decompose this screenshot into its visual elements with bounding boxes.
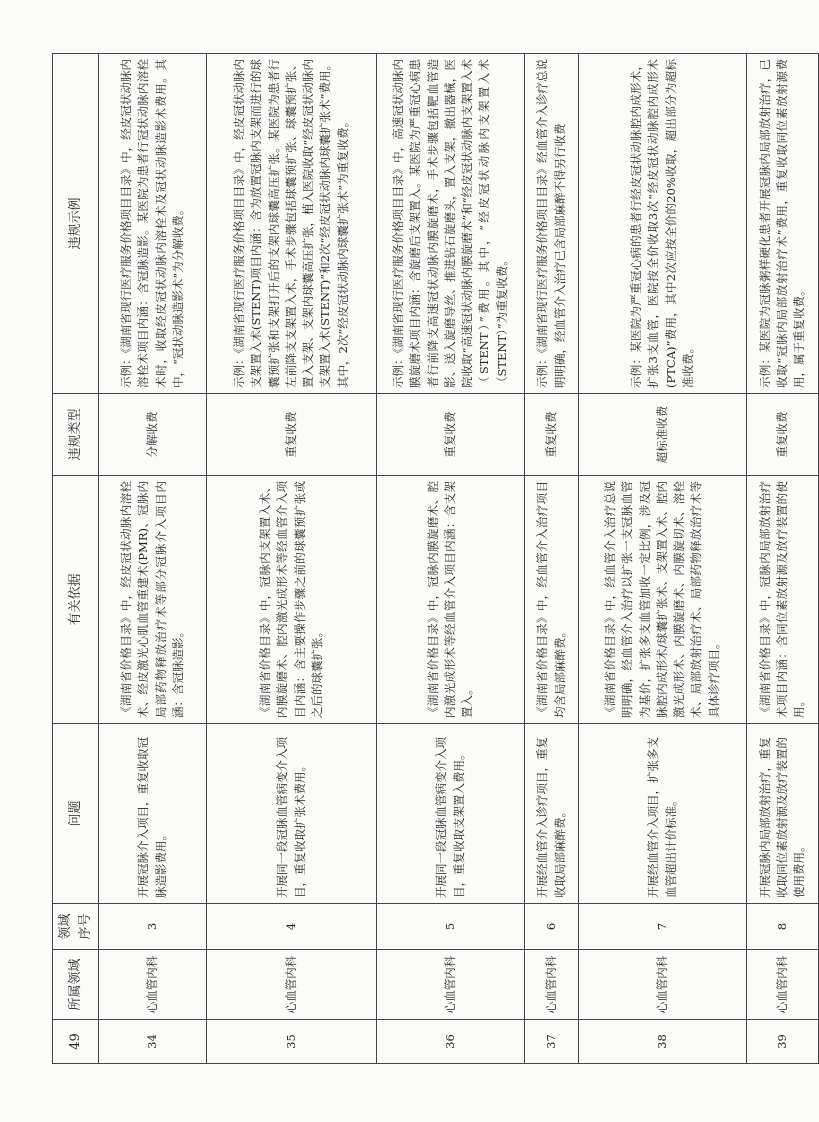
cell-domain: 心血管内科 — [747, 950, 819, 1020]
cell-seq: 5 — [377, 904, 525, 950]
header-type: 违规类型 — [53, 394, 99, 476]
cell-type: 重复收费 — [747, 394, 819, 476]
cell-seq: 7 — [579, 904, 747, 950]
cell-problem: 开展同一段冠脉血管病变介入项目，重复收取支架置入费用。 — [377, 724, 525, 904]
table-row — [207, 54, 377, 1064]
cell-example: 示例：《湖南省现行医疗服务价格项目目录》中，高速冠状动脉内膜旋磨术项目内涵：含旋磨后支架置入。某医院为严重冠心病患者行前降支高速冠状动脉内膜旋磨术，手术步骤包括靶血管造影、送入旋磨导丝、推进钻石旋磨头，置入支架，撤出器械，医院收取“高速冠状动脉内膜旋磨术”和“经皮冠状动脉内支架置入术（STENT）”费用。其中，“经皮冠状动脉内支架置入术（STENT）”为重复收费。 — [377, 54, 525, 394]
cell-domain: 心血管内科 — [525, 950, 579, 1020]
cell-basis: 《湖南省价格目录》中，经皮冠状动脉内溶栓术、经皮激光心肌血管重建术(PMR)、冠脉内局部药物释放治疗术等部分冠脉介入项目内涵：含冠脉造影。 — [99, 476, 207, 724]
table-row — [377, 54, 525, 1064]
cell-type: 超标准收费 — [579, 394, 747, 476]
table-row — [747, 54, 819, 1064]
cell-basis: 《湖南省价格目录》中，经血管介入治疗项目均含局部麻醉费。 — [525, 476, 579, 724]
cell-problem: 开展冠脉介入项目，重复收取冠脉造影费用。 — [99, 724, 207, 904]
cell-basis: 《湖南省价格目录》中，冠脉内局部放射治疗术项目内涵：含同位素放射源及放疗装置的使用。 — [747, 476, 819, 724]
cell-problem: 开展经血管介入诊疗项目，重复收取局部麻醉费。 — [525, 724, 579, 904]
table-row — [525, 54, 579, 1064]
row-number: 39 — [747, 1020, 819, 1064]
cell-seq: 6 — [525, 904, 579, 950]
cell-basis: 《湖南省价格目录》中，经血管介入治疗总说明明确，经血管介入治疗以扩张一支冠脉血管为基价，扩张多支血管加收一定比例，涉及冠脉腔内成形术/球囊扩张术、支架置入术、腔内激光成形术、内膜旋磨术、内膜旋切术、溶栓术、局部放射治疗术、局部药物释放治疗术等具体诊疗项目。 — [579, 476, 747, 724]
cell-domain: 心血管内科 — [377, 950, 525, 1020]
cell-type: 重复收费 — [207, 394, 377, 476]
table-row — [579, 54, 747, 1064]
violations-table — [52, 53, 819, 1064]
cell-type: 分解收费 — [99, 394, 207, 476]
row-number: 38 — [579, 1020, 747, 1064]
cell-problem: 开展同一段冠脉血管病变介入项目，重复收取扩张术费用。 — [207, 724, 377, 904]
page-number: 49 — [53, 1020, 99, 1064]
row-number: 34 — [99, 1020, 207, 1064]
cell-domain: 心血管内科 — [579, 950, 747, 1020]
header-domain: 所属领域 — [53, 950, 99, 1020]
cell-seq: 8 — [747, 904, 819, 950]
cell-example: 示例：《湖南省现行医疗服务价格项目目录》中，经皮冠状动脉内支架置入术(STENT)项目内涵：含为放置冠脉内支架而进行的球囊预扩张和支架打开后的支架内球囊高压扩张。某医院为患者行左前降支支架置入术，手术步骤包括球囊预扩张、球囊预扩张、置入支架、支架内球囊高压扩张，植入医院收取“经皮冠状动脉内支架置入术(STENT)”和2次“经皮冠状动脉内球囊扩张术”费用。其中，2次“经皮冠状动脉内球囊扩张术”为重复收费。 — [207, 54, 377, 394]
cell-seq: 4 — [207, 904, 377, 950]
row-number: 35 — [207, 1020, 377, 1064]
header-problem: 问题 — [53, 724, 99, 904]
header-basis: 有关依据 — [53, 476, 99, 724]
row-number: 36 — [377, 1020, 525, 1064]
cell-basis: 《湖南省价格目录》中，冠脉内膜旋磨术、腔内激光成形术等经血管介入项目内涵：含支架置入。 — [377, 476, 525, 724]
row-number: 37 — [525, 1020, 579, 1064]
header-seq: 领域序号 — [53, 904, 99, 950]
cell-example: 示例：《湖南省现行医疗服务价格项目目录》中，经皮冠状动脉内溶栓术项目内涵：含冠脉造影。某医院为患者行冠状动脉内溶栓术时，收取经皮冠状动脉内溶栓术及冠状动脉造影术费用。其中，“冠状动脉造影术”为分解收费。 — [99, 54, 207, 394]
cell-domain: 心血管内科 — [99, 950, 207, 1020]
header-example: 违规示例 — [53, 54, 99, 394]
cell-domain: 心血管内科 — [207, 950, 377, 1020]
cell-example: 示例：某医院为严重冠心病的患者行经皮冠状动脉腔内成形术，扩张3支血管，医院按全价收取3次“经皮冠状动脉腔内成形术(PTCA)”费用，其中2次应按全价的20%收取，超出部分为超标准收费。 — [579, 54, 747, 394]
cell-type: 重复收费 — [525, 394, 579, 476]
cell-basis: 《湖南省价格目录》中，冠脉内支架置入术、内膜旋磨术、腔内激光成形术等经血管介入项目内涵：含主要操作步骤之前的球囊预扩张或之后的球囊扩张。 — [207, 476, 377, 724]
cell-example: 示例：某医院为冠脉粥样硬化患者开展冠脉内局部放射治疗，已收取“冠脉内局部放射治疗术”费用，重复收取同位素放射源费用，属于重复收费。 — [747, 54, 819, 394]
cell-seq: 3 — [99, 904, 207, 950]
cell-problem: 开展冠脉内局部放射治疗，重复收取同位素放射源及放疗装置的使用费用。 — [747, 724, 819, 904]
cell-problem: 开展经血管介入项目，扩张多支血管超出计价标准。 — [579, 724, 747, 904]
table-row — [99, 54, 207, 1064]
cell-type: 重复收费 — [377, 394, 525, 476]
cell-example: 示例：《湖南省现行医疗服务价格项目目录》经血管介入诊疗总说明明确，经血管介入治疗已含局部麻醉不得另行收费 — [525, 54, 579, 394]
header-row — [53, 54, 99, 1064]
